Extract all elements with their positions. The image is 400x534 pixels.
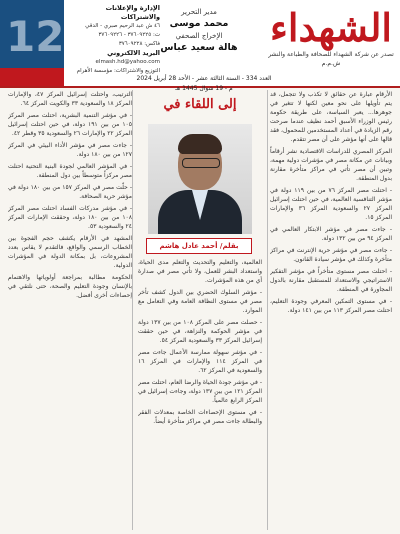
paragraph: - جاءت مصر في مؤشر الأداء البيئي في المركز ١٢٧ من بين ١٨٠ دولة. <box>8 142 132 158</box>
contact-line: ت: ٣٧٦٠٩٢٢٥ - ٣٧٦٠٩٢٢٦ <box>98 32 160 38</box>
chief-name: محمد موسى <box>169 18 229 29</box>
badge-stripe <box>0 68 64 86</box>
article-byline: بقلم/ أحمد عادل هاشم <box>146 238 252 254</box>
paragraph: - في مؤشر سهولة ممارسة الأعمال جاءت مصر في المركز ١١٤ والإمارات في المركز ١٦ والسعودية في المركز ٦٢. <box>138 349 262 374</box>
article-column-left <box>8 90 132 530</box>
paragraph: العالمية، والتعليم والتحديث والتعلم مدى الحياة، واستعداد البشر للعمل، ولا تأتي مصر في صدارة أي من هذه المؤشرات. <box>138 259 262 284</box>
contact-line: ٤٦ ش عبد الرحيم صبري - الدقي <box>85 23 160 29</box>
paragraph: - في المؤشر العالمي لجودة البنية التحتية احتلت مصر مركزاً متوسطاً بين دول المنطقة. <box>8 163 132 179</box>
contact-line: فاكس: ٣٧٦٠٩٢٢٨ <box>118 41 160 47</box>
column-divider <box>132 90 133 530</box>
paragraph: - في مؤشر جودة الحياة والرضا العام، احتلت مصر المركز ١٢١ من بين ١٣٧ دولة، وجاءت إسرائيل في المركز الرابع عالمياً. <box>138 379 262 404</box>
paragraph: - احتلت مصر المركز ٧٦ من بين ١١٩ دولة في مؤشر التنافسية العالمية، في حين احتلت إسرائيل المركز ٢٧ والسعودية المركز ٣٦ والإمارات المركز ١٥. <box>270 187 392 221</box>
design-title: الإخراج الصحفي <box>175 32 223 40</box>
paragraph: - جاءت مصر في مؤشر حرية الإنترنت في مراكز متأخرة وكذلك في مؤشر سيادة القانون. <box>270 247 392 263</box>
paragraph: الأرقام عبارة عن حقائق لا تكذب ولا تتجمل، قد يتم تأويلها على نحو معين لكنها لا تتغير في جوهرها... يعبر السياسة، على طريقة حكومة رئيس الوزراء الأسبق أحمد نظيف عندما صرحت رقم الزيادة في أعداد المستخدمين للمحمول، فقد قالها على أنها مؤشر على أن مصر تتقدم. <box>270 91 392 143</box>
article-headline: إلى اللقاء في <box>163 97 237 112</box>
paragraph: - في مؤشر التنمية البشرية، احتلت مصر المركز ١٠٥ من بين ١٩١ دولة، في حين احتلت إسرائيل المركز ٢٢ والإمارات ٢٦ والسعودية ٣٥ وقطر ٤٢. <box>8 112 132 137</box>
contact-line: التوزيع والاشتراكات: مؤسسة الأهرام <box>76 68 160 74</box>
paragraph: - حلّت مصر في المركز ١٥٧ من بين ١٨٠ دولة في مؤشر حرية الصحافة. <box>8 184 132 200</box>
logo-text: الشهداء <box>270 5 392 50</box>
contact-email[interactable]: elmash.hd@yahoo.com <box>95 59 160 65</box>
article-column-right <box>270 90 392 530</box>
contact-line: البريد الالكتروني <box>107 49 160 57</box>
contact-line: الإدارة والإعلانات والاشتراكات <box>105 4 160 21</box>
paragraph: - احتلت مصر مستوى متأخراً في مؤشر التفكير الاستراتيجي والاستعداد للمستقبل مقارنة بالدول المجاورة في المنطقة. <box>270 268 392 293</box>
page-number: 12 <box>6 12 65 61</box>
paragraph: المشهد في الأرقام يكشف حجم الفجوة بين الخطاب الرسمي والواقع، فالتقدم لا يقاس بعدد المشروعات، بل بمكانة الدولة في المؤشرات الدولية. <box>8 235 132 269</box>
chief-title: مدير التحرير <box>181 8 217 16</box>
paragraph: - في مستوى التمكين المعرفي وجودة التعليم، احتلت مصر المركز ١١٣ من بين ١٤١ دولة. <box>270 298 392 314</box>
photo-hair <box>178 134 222 154</box>
paragraph: - مؤشر السلوك الحضري بين الدول كشف تأخر مصر في مستوى النظافة العامة وفي التعامل مع الموارد. <box>138 289 262 314</box>
paragraph: - جاءت مصر في مؤشر الابتكار العالمي في المركز ٩٤ من بين ١٣٢ دولة. <box>270 226 392 242</box>
issue-info: العدد 334 - السنة الثالثة عشر - الأحد 28 أبريل 2024 م - 19 شوال 1445 هـ <box>136 75 272 92</box>
column-divider <box>267 90 268 530</box>
paragraph: - في مؤشر مدركات الفساد احتلت مصر المركز ١٠٨ من بين ١٨٠ دولة، وحققت الإمارات المركز ٢٤ والسعودية ٥٣. <box>8 205 132 230</box>
paragraph: - حصلت مصر على المركز ١٠٨ من بين ١٣٧ دولة في مؤشر الحوكمة والنزاهة، في حين حققت إسرائيل المركز ٣٣ والسعودية المركز ٥٤. <box>138 319 262 344</box>
design-name: هالة سعيد عباس <box>160 42 238 53</box>
masthead-header <box>0 0 400 92</box>
contact-info <box>70 4 160 76</box>
paragraph: الحكومة مطالبة بمراجعة أولوياتها والاهتمام بالإنسان وجودة التعليم والصحة، حتى نلتقي في إحصاءات أخرى أفضل. <box>8 274 132 299</box>
paragraph: - في مستوى الإحصاءات الخاصة بمعدلات الفقر والبطالة جاءت مصر في مراكز متأخرة أيضاً. <box>138 409 262 425</box>
page-number-badge <box>0 0 64 86</box>
photo-glasses <box>182 158 220 168</box>
paragraph: الترتيب، واحتلت إسرائيل المركز ٤٧، والإمارات المركز ١٨ والسعودية ٣٣ والكويت المركز ٦٤. <box>8 91 132 107</box>
article-area <box>0 90 400 534</box>
newspaper-logo[interactable] <box>268 6 394 82</box>
logo-tagline: تصدر عن شركة الشهداء للصحافة والطباعة والنشر ش.م.م <box>268 51 394 67</box>
article-column-middle <box>138 258 262 530</box>
author-photo <box>148 124 252 234</box>
paragraph: المركز المصري للدراسات الاقتصادية نشر أرقاماً وبيانات عن مكانة مصر في مؤشرات دولية مهمة، وتبين أن مصر تأتي في مراكز متأخرة مقارنة بدول المنطقة. <box>270 148 392 182</box>
